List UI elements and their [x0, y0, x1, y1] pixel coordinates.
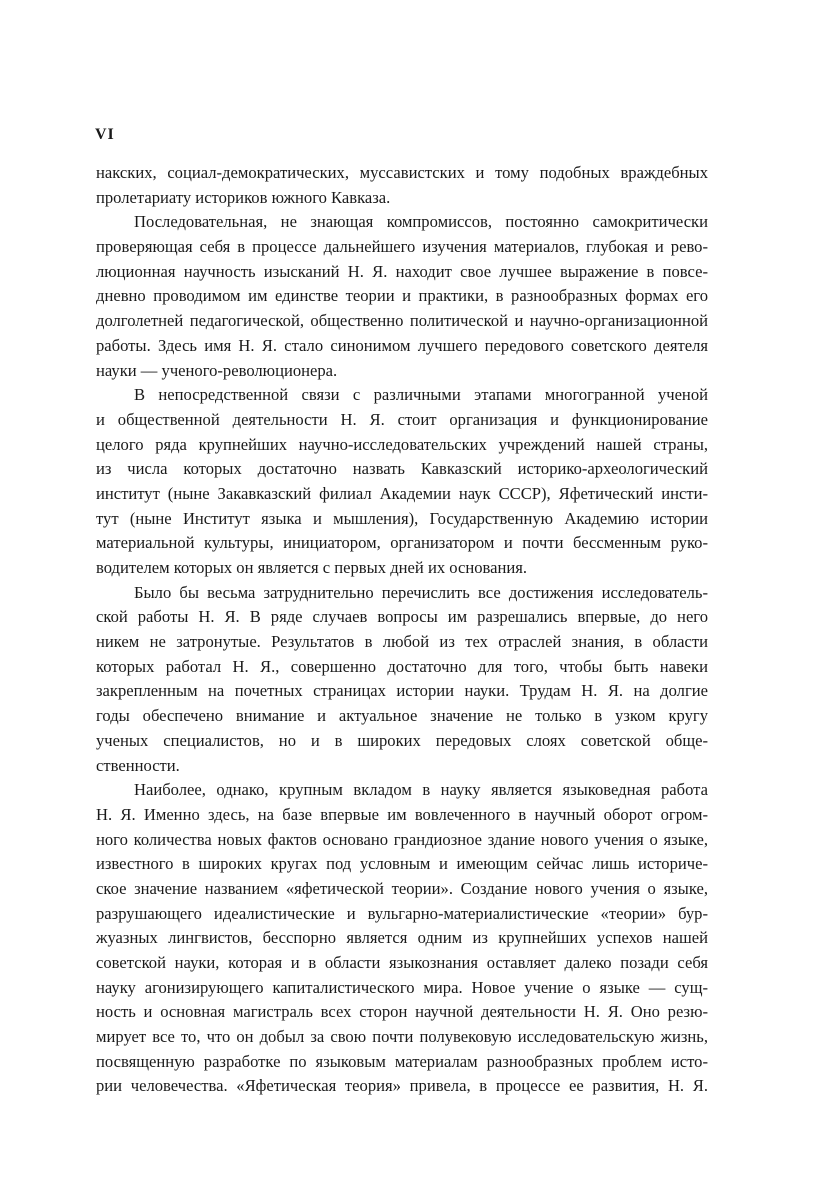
text-line: пролетариату историков южного Кавказа. [96, 187, 391, 207]
text-line: институт (ныне Закавказский филиал Академии наук СССР), Яфетический инсти- [96, 483, 708, 503]
text-line: рии человечества. «Яфетическая теория» привела, в процессе ее развития, Н. Я. [96, 1076, 708, 1096]
text-line: мирует все то, что он добыл за свою почти полувековую исследовательскую жизнь, [96, 1027, 708, 1047]
text-line: ское значение названием «яфетической теории». Создание нового учения о языке, [96, 878, 708, 898]
paragraph [96, 383, 708, 581]
text-line: водителем которых он является с первых дней их основания. [96, 558, 528, 577]
text-line: ность и основная магистраль всех сторон научной деятельности Н. Я. Оно резю- [96, 1002, 708, 1022]
text-line: и общественной деятельности Н. Я. стоит организация и функционирование [96, 409, 708, 429]
page-number: VI [95, 126, 115, 143]
text-line: люционная научность изысканий Н. Я. находит свое лучшее выражение в повсе- [96, 261, 708, 281]
text-line: советской науки, которая и в области языкознания оставляет далеко позади себя [96, 953, 708, 972]
text-line: тут (ныне Институт языка и мышления), Государственную Академию истории [96, 508, 708, 528]
body-text [96, 161, 708, 1099]
text-line: долголетней педагогической, общественно политической и научно-организационной [96, 311, 708, 331]
text-line: Последовательная, не знающая компромиссов, постоянно самокритически [134, 212, 708, 232]
text-line: никем не затронутые. Результатов в любой из тех отраслей знания, в области [96, 632, 708, 652]
text-line: закрепленным на почетных страницах истории науки. Трудам Н. Я. на долгие [96, 681, 708, 701]
text-line: жуазных лингвистов, бесспорно является одним из крупнейших успехов нашей [96, 928, 708, 948]
text-line: Было бы весьма затруднительно перечислить все достижения исследователь- [134, 582, 708, 602]
paragraph [96, 161, 708, 210]
text-line: материальной культуры, инициатором, организатором и почти бессменным руко- [96, 533, 708, 553]
text-line: ного количества новых фактов основано грандиозное здание нового учения о языке, [96, 829, 708, 849]
text-line: работы. Здесь имя Н. Я. стало синонимом лучшего передового советского деятеля [96, 335, 708, 355]
text-line: науку агонизирующего капиталистического мира. Новое учение о языке — сущ- [96, 977, 708, 997]
text-line: посвященную разработке по языковым материалам разнообразных проблем исто- [96, 1051, 708, 1071]
text-line: дневно проводимом им единстве теории и практики, в разнообразных формах его [96, 286, 708, 306]
text-line: Наиболее, однако, крупным вкладом в науку является языковедная работа [134, 780, 708, 800]
text-line: накских, социал-демократических, муссавистских и тому подобных враждебных [96, 163, 708, 182]
paragraph [96, 778, 708, 1099]
text-line: ской работы Н. Я. В ряде случаев вопросы им разрешались впервые, до него [96, 607, 708, 627]
text-line: которых работал Н. Я., совершенно достаточно для того, чтобы быть навеки [96, 656, 708, 676]
text-line: проверяющая себя в процессе дальнейшего изучения материалов, глубокая и рево- [96, 237, 708, 257]
text-line: из числа которых достаточно назвать Кавказский историко-археологический [96, 459, 708, 479]
paragraph [96, 210, 708, 383]
text-line: ученых специалистов, но и в широких передовых слоях советской обще- [96, 730, 708, 750]
text-line: разрушающего идеалистические и вульгарно-материалистические «теории» бур- [96, 903, 708, 923]
text-line: науки — ученого-революционера. [96, 360, 338, 380]
text-line: Н. Я. Именно здесь, на базе впервые им вовлеченного в научный оборот огром- [96, 804, 708, 824]
text-line: целого ряда крупнейших научно-исследовательских учреждений нашей страны, [96, 434, 708, 454]
text-line: известного в широких кругах под условным и имеющим сейчас лишь историче- [96, 854, 708, 874]
text-line: ственности. [96, 755, 180, 775]
text-line: В непосредственной связи с различными этапами многогранной ученой [134, 385, 708, 405]
paragraph [96, 581, 708, 779]
text-line: годы обеспечено внимание и актуальное значение не только в узком кругу [96, 706, 708, 726]
